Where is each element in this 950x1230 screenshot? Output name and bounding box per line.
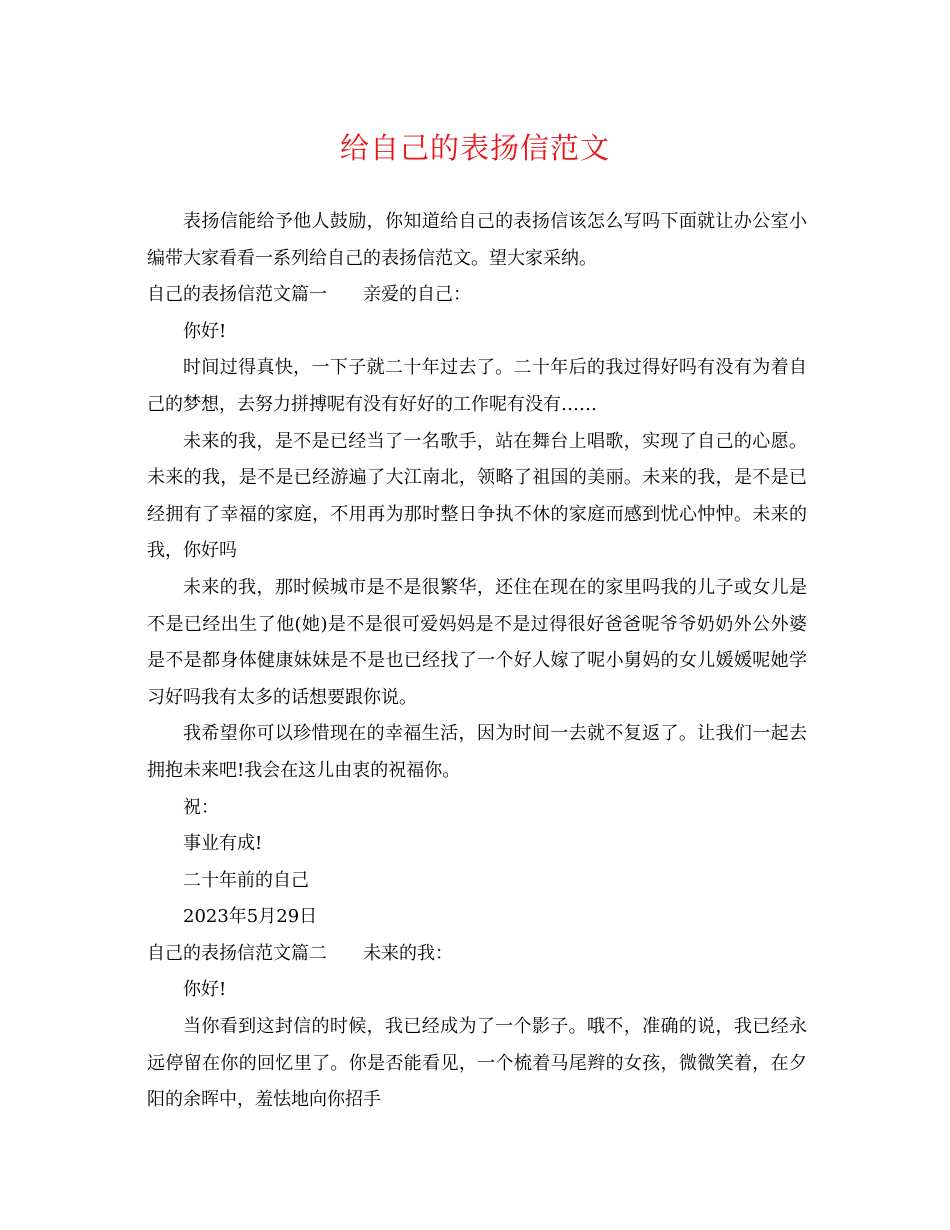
section1-heading-line — [147, 277, 807, 314]
section1-date: 2023年5月29日 — [183, 906, 318, 928]
section1-paragraph-2: 未来的我，是不是已经当了一名歌手，站在舞台上唱歌，实现了自己的心愿。未来的我，是不是已经游遍了大江南北，领略了祖国的美丽。未来的我，是不是已经拥有了幸福的家庭，不用再为那时整日争执不休的家庭而感到忧心忡忡。未来的我，你好吗 — [147, 430, 807, 562]
section1-heading: 自己的表扬信范文篇一 — [147, 284, 327, 306]
section1-closing-1: 祝： — [183, 796, 219, 818]
section2-salutation: 未来的我： — [363, 942, 453, 964]
section2-greeting: 你好! — [183, 979, 227, 1001]
document-title: 给自己的表扬信范文 — [339, 131, 610, 165]
section1-paragraph-3: 未来的我，那时候城市是不是很繁华，还住在现在的家里吗我的儿子或女儿是不是已经出生了他(她)是不是很可爱妈妈是不是过得很好爸爸呢爷爷奶奶外公外婆是不是都身体健康妹妹是不是也已经找了一个好人嫁了呢小舅妈的女儿媛媛呢她学习好吗我有太多的话想要跟你说。 — [147, 576, 807, 708]
section1-greeting: 你好! — [183, 320, 227, 342]
section2-heading: 自己的表扬信范文篇二 — [147, 942, 327, 964]
section1-salutation: 亲爱的自己： — [363, 284, 471, 306]
section2-paragraph-1: 当你看到这封信的时候，我已经成为了一个影子。哦不，准确的说，我已经永远停留在你的回忆里了。你是否能看见，一个梳着马尾辫的女孩，微微笑着，在夕阳的余晖中，羞怯地向你招手 — [147, 1016, 807, 1111]
section1-paragraph-1: 时间过得真快，一下子就二十年过去了。二十年后的我过得好吗有没有为着自己的梦想，去努力拼搏呢有没有好好的工作呢有没有…… — [147, 357, 807, 415]
document-body — [147, 204, 807, 1119]
intro-paragraph: 表扬信能给予他人鼓励，你知道给自己的表扬信该怎么写吗下面就让办公室小编带大家看看一系列给自己的表扬信范文。望大家采纳。 — [147, 211, 807, 269]
section2-heading-line — [147, 936, 807, 973]
section1-paragraph-4: 我希望你可以珍惜现在的幸福生活，因为时间一去就不复返了。让我们一起去拥抱未来吧!我会在这儿由衷的祝福你。 — [147, 723, 807, 781]
section1-signature: 二十年前的自己 — [183, 869, 309, 891]
section1-closing-2: 事业有成! — [183, 833, 263, 855]
